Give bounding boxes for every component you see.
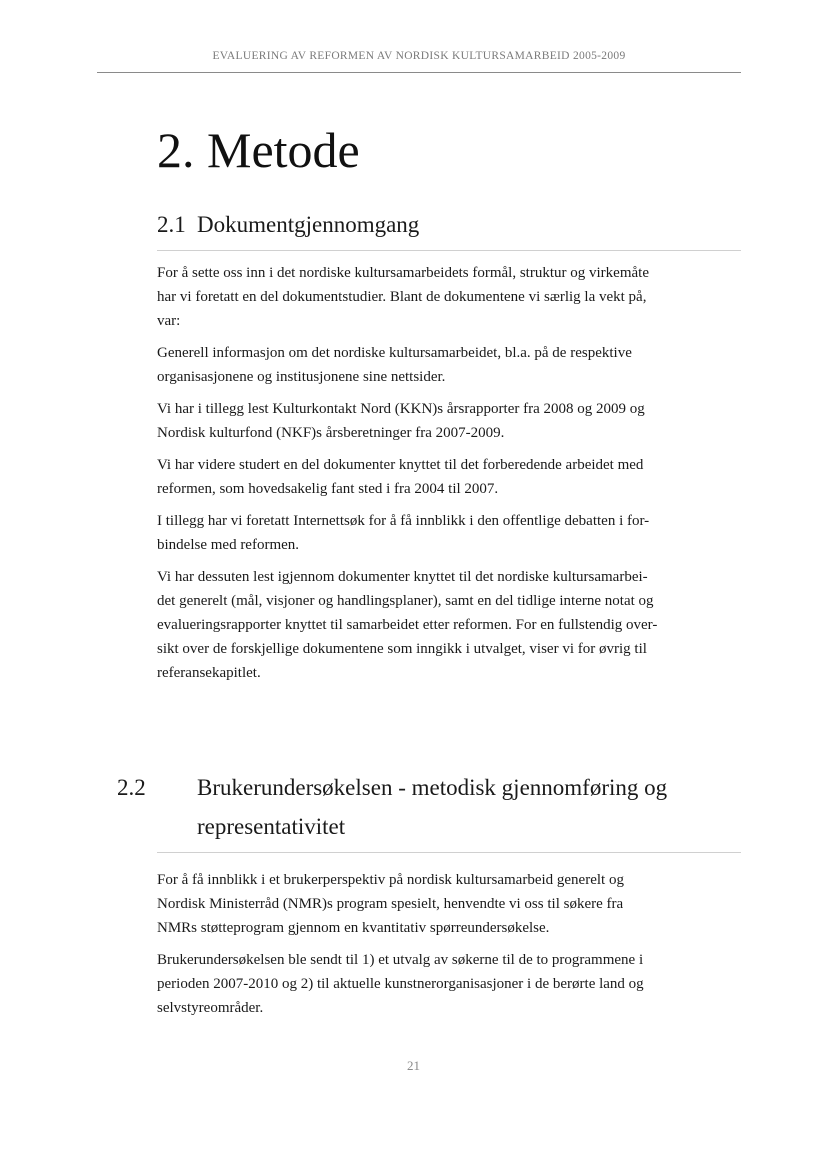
text-line: Brukerundersøkelsen ble sendt til 1) et utvalg av søkerne til de to programmene i	[157, 952, 644, 968]
text-line: det generelt (mål, visjoner og handlingsplaner), samt en del tidlige interne notat og	[157, 593, 654, 609]
section-title: Dokumentgjennomgang	[197, 212, 420, 237]
section-2-1-body	[157, 261, 741, 693]
paragraph	[157, 453, 741, 501]
running-header: EVALUERING AV REFORMEN AV NORDISK KULTURSAMARBEID 2005-2009	[212, 50, 626, 62]
text-line: I tillegg har vi foretatt Internettsøk for å få innblikk i den offentlige debatten i for-	[157, 513, 650, 529]
section-rule	[157, 852, 741, 853]
paragraph	[157, 565, 741, 685]
text-line: var:	[157, 313, 181, 329]
text-line: reformen, som hovedsakelig fant sted i fra 2004 til 2007.	[157, 481, 499, 497]
text-line: selvstyreområder.	[157, 1000, 264, 1016]
paragraph	[157, 261, 741, 333]
text-line: Generell informasjon om det nordiske kultursamarbeidet, bl.a. på de respektive	[157, 345, 632, 361]
text-line: Vi har videre studert en del dokumenter knyttet til det forberedende arbeidet med	[157, 457, 644, 473]
text-line: referansekapitlet.	[157, 665, 261, 681]
text-line: Vi har i tillegg lest Kulturkontakt Nord (KKN)s årsrapporter fra 2008 og 2009 og	[157, 401, 645, 417]
text-line: For å sette oss inn i det nordiske kultursamarbeidets formål, struktur og virkemåte	[157, 265, 649, 281]
text-line: bindelse med reformen.	[157, 537, 300, 553]
section-number: 2.1	[157, 212, 186, 237]
paragraph	[157, 509, 741, 557]
text-line: For å få innblikk i et brukerperspektiv på nordisk kultursamarbeid generelt og	[157, 872, 624, 888]
text-line: evalueringsrapporter knyttet til samarbeidet etter reformen. For en fullstendig over-	[157, 617, 658, 633]
section-number: 2.2	[117, 775, 146, 800]
paragraph	[157, 948, 741, 1020]
section-heading-2-2	[117, 768, 757, 846]
text-line: organisasjonene og institusjonene sine nettsider.	[157, 369, 446, 385]
chapter-title: 2. Metode	[157, 122, 360, 178]
text-line: har vi foretatt en del dokumentstudier. Blant de dokumentene vi særlig la vekt på,	[157, 289, 647, 305]
paragraph	[157, 868, 741, 940]
text-line: Nordisk Ministerråd (NMR)s program spesielt, henvendte vi oss til søkere fra	[157, 896, 624, 912]
paragraph	[157, 341, 741, 389]
section-heading-2-1	[157, 207, 419, 243]
page-number: 21	[407, 1058, 420, 1073]
section-title-line1: Brukerundersøkelsen - metodisk gjennomføring og	[197, 775, 668, 800]
section-title-line2: representativitet	[197, 814, 346, 839]
paragraph	[157, 397, 741, 445]
text-line: perioden 2007-2010 og 2) til aktuelle kunstnerorganisasjoner i de berørte land og	[157, 976, 644, 992]
text-line: Nordisk kulturfond (NKF)s årsberetninger fra 2007-2009.	[157, 425, 505, 441]
text-line: Vi har dessuten lest igjennom dokumenter knyttet til det nordiske kultursamarbei-	[157, 569, 648, 585]
section-rule	[157, 250, 741, 251]
section-2-2-body	[157, 868, 741, 1028]
header-rule	[97, 72, 741, 73]
text-line: sikt over de forskjellige dokumentene som inngikk i utvalget, viser vi for øvrig til	[157, 641, 647, 657]
text-line: NMRs støtteprogram gjennom en kvantitativ spørreundersøkelse.	[157, 920, 550, 936]
